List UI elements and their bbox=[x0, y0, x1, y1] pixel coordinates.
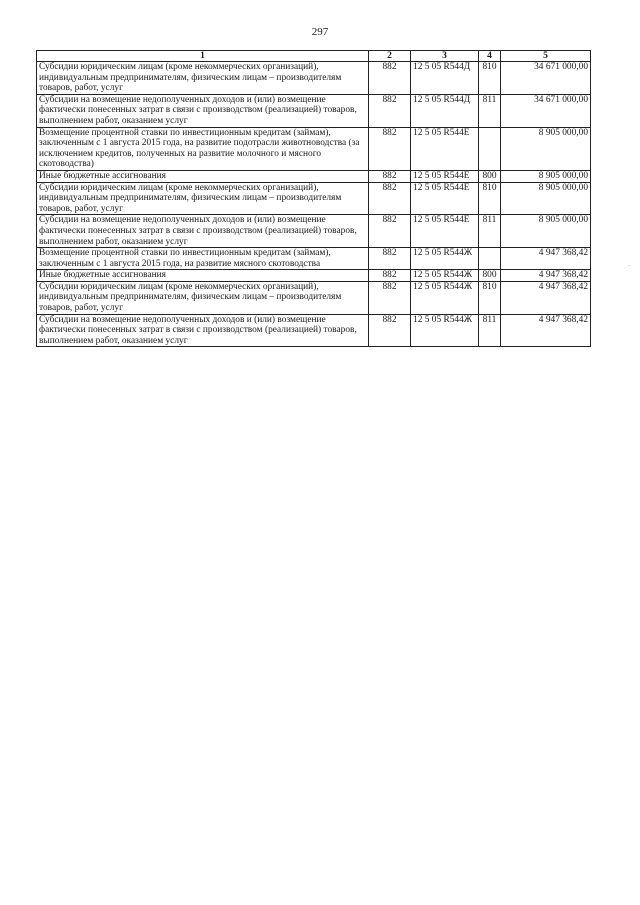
row-name-cell: Субсидии юридическим лицам (кроме некоммерческих организаций), индивидуальным предпринимателям, физическим лицам – производителям товаров, работ, услуг bbox=[37, 62, 369, 95]
row-target-code-cell: 12 5 05 R544Д bbox=[411, 94, 479, 127]
row-dept-code-cell: 882 bbox=[369, 127, 411, 170]
row-target-code-cell: 12 5 05 R544Ж bbox=[411, 270, 479, 282]
table-row bbox=[37, 248, 591, 270]
row-amount-cell: 8 905 000,00 bbox=[501, 215, 591, 248]
row-expense-type-cell: 810 bbox=[479, 182, 501, 215]
row-name-cell: Субсидии юридическим лицам (кроме некоммерческих организаций), индивидуальным предпринимателям, физическим лицам – производителям товаров, работ, услуг bbox=[37, 182, 369, 215]
row-amount-cell: 4 947 368,42 bbox=[501, 270, 591, 282]
row-name-cell: Иные бюджетные ассигнования bbox=[37, 170, 369, 182]
row-dept-code-cell: 882 bbox=[369, 170, 411, 182]
row-amount-cell: 34 671 000,00 bbox=[501, 94, 591, 127]
row-amount-cell: 34 671 000,00 bbox=[501, 62, 591, 95]
row-amount-cell: 4 947 368,42 bbox=[501, 314, 591, 347]
header-col-1: 1 bbox=[37, 51, 369, 62]
row-dept-code-cell: 882 bbox=[369, 281, 411, 314]
row-amount-cell: 4 947 368,42 bbox=[501, 248, 591, 270]
row-target-code-cell: 12 5 05 R544Ж bbox=[411, 248, 479, 270]
row-expense-type-cell: 811 bbox=[479, 215, 501, 248]
table-row bbox=[37, 314, 591, 347]
row-expense-type-cell: 800 bbox=[479, 170, 501, 182]
table-row bbox=[37, 62, 591, 95]
row-amount-cell: 8 905 000,00 bbox=[501, 127, 591, 170]
row-dept-code-cell: 882 bbox=[369, 94, 411, 127]
table-body bbox=[37, 62, 591, 347]
table-row bbox=[37, 94, 591, 127]
row-target-code-cell: 12 5 05 R544Д bbox=[411, 62, 479, 95]
row-expense-type-cell bbox=[479, 127, 501, 170]
table-row bbox=[37, 170, 591, 182]
row-name-cell: Возмещение процентной ставки по инвестиционным кредитам (займам), заключенным с 1 августа 2015 года, на развитие подотрасли животноводства (за исключением кредитов, полученных на развитие молочного и мясного скотоводства) bbox=[37, 127, 369, 170]
row-dept-code-cell: 882 bbox=[369, 182, 411, 215]
row-name-cell: Субсидии юридическим лицам (кроме некоммерческих организаций), индивидуальным предпринимателям, физическим лицам – производителям товаров, работ, услуг bbox=[37, 281, 369, 314]
row-dept-code-cell: 882 bbox=[369, 270, 411, 282]
header-col-5: 5 bbox=[501, 51, 591, 62]
header-col-4: 4 bbox=[479, 51, 501, 62]
row-dept-code-cell: 882 bbox=[369, 248, 411, 270]
row-expense-type-cell: 810 bbox=[479, 62, 501, 95]
table-row bbox=[37, 270, 591, 282]
page-number: 297 bbox=[311, 26, 329, 38]
table-row bbox=[37, 182, 591, 215]
row-name-cell: Субсидии на возмещение недополученных доходов и (или) возмещение фактически понесенных затрат в связи с производством (реализацией) товаров, выполнением работ, оказанием услуг bbox=[37, 94, 369, 127]
row-dept-code-cell: 882 bbox=[369, 215, 411, 248]
table-row bbox=[37, 215, 591, 248]
row-target-code-cell: 12 5 05 R544Е bbox=[411, 170, 479, 182]
row-dept-code-cell: 882 bbox=[369, 314, 411, 347]
row-target-code-cell: 12 5 05 R544Ж bbox=[411, 314, 479, 347]
row-expense-type-cell: 810 bbox=[479, 281, 501, 314]
row-dept-code-cell: 882 bbox=[369, 62, 411, 95]
row-target-code-cell: 12 5 05 R544Ж bbox=[411, 281, 479, 314]
row-amount-cell: 4 947 368,42 bbox=[501, 281, 591, 314]
row-target-code-cell: 12 5 05 R544Е bbox=[411, 182, 479, 215]
table-row bbox=[37, 281, 591, 314]
header-col-3: 3 bbox=[411, 51, 479, 62]
row-expense-type-cell: 811 bbox=[479, 94, 501, 127]
table-row bbox=[37, 127, 591, 170]
row-expense-type-cell: 811 bbox=[479, 314, 501, 347]
table-header-row bbox=[37, 51, 591, 62]
row-amount-cell: 8 905 000,00 bbox=[501, 182, 591, 215]
header-col-2: 2 bbox=[369, 51, 411, 62]
row-expense-type-cell: 800 bbox=[479, 270, 501, 282]
row-name-cell: Иные бюджетные ассигнования bbox=[37, 270, 369, 282]
row-name-cell: Субсидии на возмещение недополученных доходов и (или) возмещение фактически понесенных затрат в связи с производством (реализацией) товаров, выполнением работ, оказанием услуг bbox=[37, 215, 369, 248]
row-target-code-cell: 12 5 05 R544Е bbox=[411, 215, 479, 248]
row-amount-cell: 8 905 000,00 bbox=[501, 170, 591, 182]
row-expense-type-cell bbox=[479, 248, 501, 270]
row-name-cell: Субсидии на возмещение недополученных доходов и (или) возмещение фактически понесенных затрат в связи с производством (реализацией) товаров, выполнением работ, оказанием услуг bbox=[37, 314, 369, 347]
budget-table bbox=[36, 50, 591, 347]
scan-artifact-mark: · bbox=[628, 262, 631, 270]
row-target-code-cell: 12 5 05 R544Е bbox=[411, 127, 479, 170]
row-name-cell: Возмещение процентной ставки по инвестиционным кредитам (займам), заключенным с 1 августа 2015 года, на развитие мясного скотоводства bbox=[37, 248, 369, 270]
